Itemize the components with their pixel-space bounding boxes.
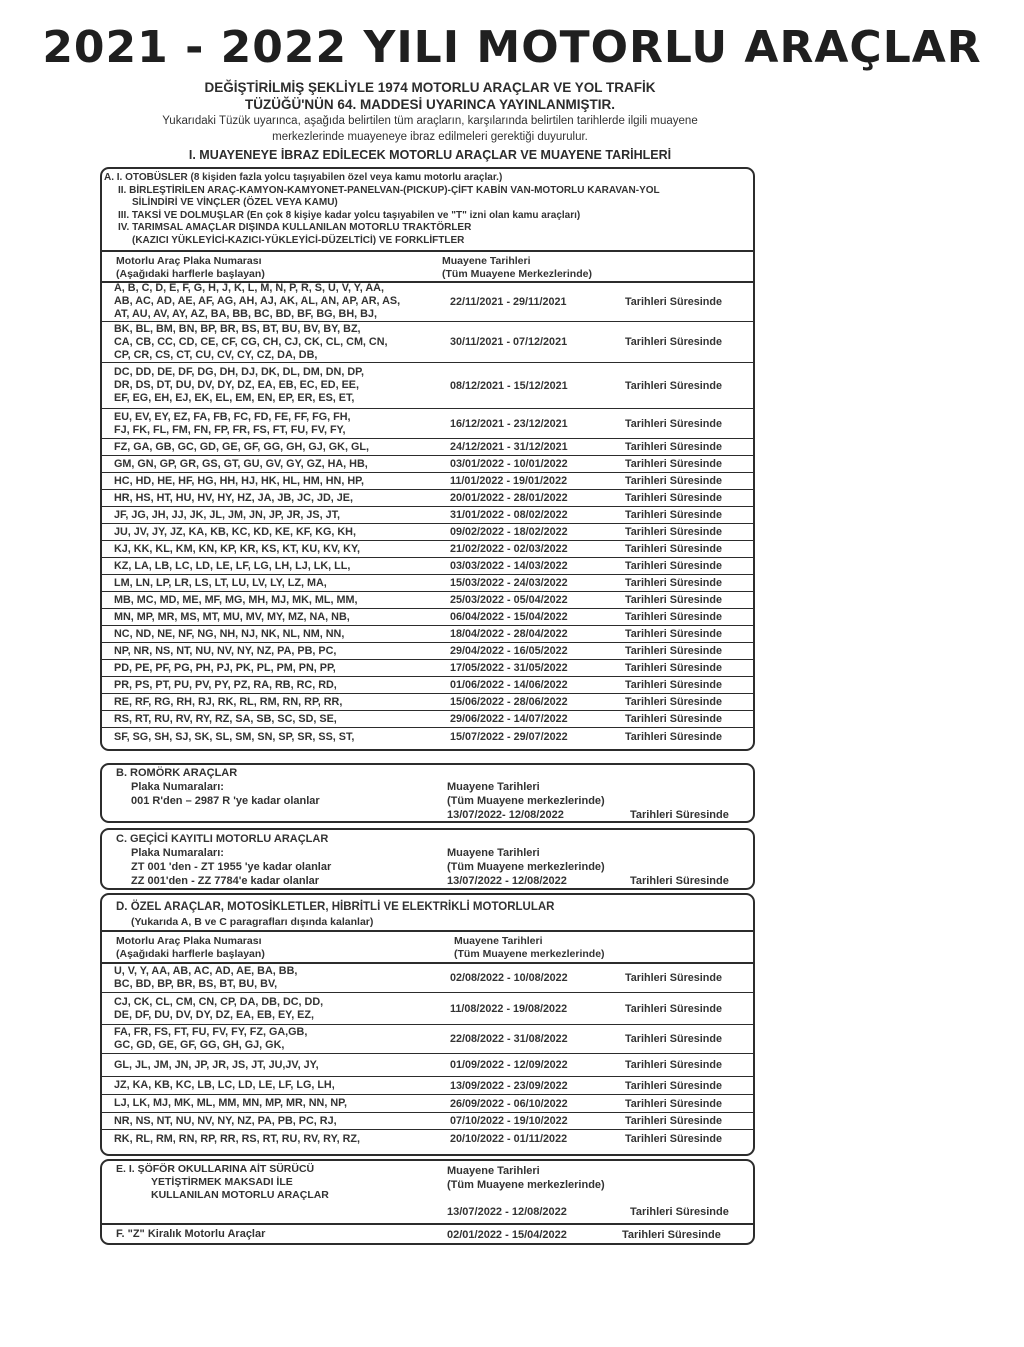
subtitle-line-2: TÜZÜĞÜ'NÜN 64. MADDESİ UYARINCA YAYINLANMIŞTIR.	[244, 97, 615, 112]
table-row	[100, 409, 755, 439]
section-a-col-plate-sub: (Aşağıdaki harflerle başlayan)	[116, 268, 265, 280]
row-plates: GL, JL, JM, JN, JP, JR, JS, JT, JU,JV, JY,	[114, 1058, 319, 1071]
row-dates: 22/11/2021 - 29/11/2021	[450, 295, 567, 308]
section-a-col-plate: Motorlu Araç Plaka Numarası	[116, 255, 262, 267]
row-dates: 31/01/2022 - 08/02/2022	[450, 509, 568, 521]
row-dates: 20/01/2022 - 28/01/2022	[450, 492, 568, 504]
table-row	[100, 524, 755, 541]
row-status: Tarihleri Süresinde	[625, 696, 723, 708]
table-row	[100, 1054, 755, 1077]
row-status: Tarihleri Süresinde	[625, 475, 723, 487]
row-plates: CJ, CK, CL, CM, CN, CP, DA, DB, DC, DD, DE, DF, DU, DV, DY, DZ, EA, EB, EY, EZ,	[114, 995, 324, 1021]
row-dates: 22/08/2022 - 31/08/2022	[450, 1033, 568, 1045]
table-row	[100, 993, 755, 1025]
row-plates: JF, JG, JH, JJ, JK, JL, JM, JN, JP, JR, JS, JT,	[114, 508, 341, 521]
row-status: Tarihleri Süresinde	[625, 1115, 723, 1127]
row-dates: 25/03/2022 - 05/04/2022	[450, 594, 568, 606]
row-status: Tarihleri Süresinde	[625, 543, 723, 555]
section-c-date-label-sub: (Tüm Muayene merkezlerinde)	[447, 861, 605, 873]
row-plates: GM, GN, GP, GR, GS, GT, GU, GV, GY, GZ, HA, HB,	[114, 457, 368, 470]
section-e-date-label-sub: (Tüm Muayene merkezlerinde)	[447, 1179, 605, 1191]
section-b-dates: 13/07/2022- 12/08/2022	[447, 809, 564, 821]
row-plates: PD, PE, PF, PG, PH, PJ, PK, PL, PM, PN, PP,	[114, 661, 336, 674]
row-plates: KJ, KK, KL, KM, KN, KP, KR, KS, KT, KU, KV, KY,	[114, 542, 360, 555]
section-d-col-plate-sub: (Aşağıdaki harflerle başlayan)	[116, 948, 265, 960]
section-e-dates: 13/07/2022 - 12/08/2022	[447, 1206, 567, 1218]
row-status: Tarihleri Süresinde	[625, 971, 723, 984]
row-dates: 18/04/2022 - 28/04/2022	[450, 628, 568, 640]
row-status: Tarihleri Süresinde	[625, 441, 723, 453]
row-dates: 08/12/2021 - 15/12/2021	[450, 379, 568, 392]
row-status: Tarihleri Süresinde	[625, 1033, 723, 1045]
row-dates: 26/09/2022 - 06/10/2022	[450, 1097, 568, 1110]
section-a-col-date-sub: (Tüm Muayene Merkezlerinde)	[442, 268, 592, 280]
section-c-plates-label: Plaka Numaraları:	[131, 847, 224, 859]
row-status: Tarihleri Süresinde	[625, 713, 723, 725]
row-plates: NR, NS, NT, NU, NV, NY, NZ, PA, PB, PC, RJ,	[114, 1114, 337, 1127]
row-dates: 03/03/2022 - 14/03/2022	[450, 560, 568, 572]
row-status: Tarihleri Süresinde	[625, 1133, 723, 1145]
section-e-divider	[100, 1223, 755, 1225]
row-status: Tarihleri Süresinde	[625, 295, 723, 308]
section-b-date-label-sub: (Tüm Muayene merkezlerinde)	[447, 795, 605, 807]
section-d-col-date-sub: (Tüm Muayene merkezlerinde)	[454, 948, 605, 960]
row-status: Tarihleri Süresinde	[625, 645, 723, 657]
section-c-dates: 13/07/2022 - 12/08/2022	[447, 875, 567, 887]
section-d-divider	[100, 930, 755, 932]
section-c-status: Tarihleri Süresinde	[630, 875, 729, 887]
section-a-line-3: SİLİNDİRİ VE VİNÇLER (ÖZEL VEYA KAMU)	[132, 197, 338, 208]
row-status: Tarihleri Süresinde	[625, 417, 723, 430]
row-status: Tarihleri Süresinde	[625, 458, 723, 470]
section-d-subtitle: (Yukarıda A, B ve C paragrafları dışında kalanlar)	[131, 916, 374, 928]
row-status: Tarihleri Süresinde	[625, 628, 723, 640]
section-e-line-1: E. I. ŞÖFÖR OKULLARINA AİT SÜRÜCÜ	[116, 1163, 315, 1175]
section-b-status: Tarihleri Süresinde	[630, 809, 729, 821]
row-status: Tarihleri Süresinde	[625, 1079, 723, 1092]
row-dates: 13/09/2022 - 23/09/2022	[450, 1079, 568, 1092]
table-row	[100, 541, 755, 558]
section-a-divider	[100, 250, 755, 252]
row-status: Tarihleri Süresinde	[625, 492, 723, 504]
section-b-plates-label: Plaka Numaraları:	[131, 781, 224, 793]
row-dates: 24/12/2021 - 31/12/2021	[450, 441, 568, 453]
section-b-date-label: Muayene Tarihleri	[447, 781, 540, 793]
row-status: Tarihleri Süresinde	[625, 662, 723, 674]
table-row	[100, 1025, 755, 1054]
row-dates: 09/02/2022 - 18/02/2022	[450, 526, 568, 538]
row-dates: 03/01/2022 - 10/01/2022	[450, 458, 568, 470]
row-dates: 15/06/2022 - 28/06/2022	[450, 696, 568, 708]
table-row	[100, 643, 755, 660]
table-row	[100, 575, 755, 592]
section-b-plates-range: 001 R'den – 2987 R 'ye kadar olanlar	[131, 795, 320, 807]
row-dates: 06/04/2022 - 15/04/2022	[450, 611, 568, 623]
section-d-col-date: Muayene Tarihleri	[454, 935, 543, 947]
section-e-line-3: KULLANILAN MOTORLU ARAÇLAR	[151, 1189, 329, 1201]
section-a-line-5: IV. TARIMSAL AMAÇLAR DIŞINDA KULLANILAN MOTORLU TRAKTÖRLER	[118, 222, 472, 233]
table-row	[100, 363, 755, 409]
section-a-table	[100, 282, 755, 746]
row-status: Tarihleri Süresinde	[625, 1002, 723, 1015]
row-dates: 29/04/2022 - 16/05/2022	[450, 645, 568, 657]
section-d-title: D. ÖZEL ARAÇLAR, MOTOSİKLETLER, HİBRİTLİ VE ELEKTRİKLİ MOTORLULAR	[116, 901, 555, 913]
table-row	[100, 456, 755, 473]
section-e-line-2: YETİŞTİRMEK MAKSADI İLE	[151, 1176, 293, 1188]
row-dates: 16/12/2021 - 23/12/2021	[450, 417, 568, 430]
table-row	[100, 490, 755, 507]
row-plates: U, V, Y, AA, AB, AC, AD, AE, BA, BB, BC, BD, BP, BR, BS, BT, BU, BV,	[114, 964, 298, 990]
row-status: Tarihleri Süresinde	[625, 679, 723, 691]
row-dates: 11/08/2022 - 19/08/2022	[450, 1002, 568, 1015]
row-plates: LM, LN, LP, LR, LS, LT, LU, LV, LY, LZ, MA,	[114, 576, 327, 589]
table-row	[100, 626, 755, 643]
row-dates: 01/09/2022 - 12/09/2022	[450, 1059, 568, 1071]
row-dates: 07/10/2022 - 19/10/2022	[450, 1115, 568, 1127]
row-status: Tarihleri Süresinde	[625, 594, 723, 606]
table-row	[100, 473, 755, 490]
table-row	[100, 507, 755, 524]
row-dates: 15/07/2022 - 29/07/2022	[450, 731, 568, 743]
row-plates: MN, MP, MR, MS, MT, MU, MV, MY, MZ, NA, NB,	[114, 610, 350, 623]
row-plates: MB, MC, MD, ME, MF, MG, MH, MJ, MK, ML, MM,	[114, 593, 358, 606]
row-status: Tarihleri Süresinde	[625, 731, 723, 743]
section-a-line-4: III. TAKSİ VE DOLMUŞLAR (En çok 8 kişiye kadar yolcu taşıyabilen ve "T" izni olan kamu araçları)	[118, 210, 581, 221]
row-plates: RS, RT, RU, RV, RY, RZ, SA, SB, SC, SD, SE,	[114, 712, 337, 725]
row-dates: 20/10/2022 - 01/11/2022	[450, 1133, 568, 1145]
section-f-dates: 02/01/2022 - 15/04/2022	[447, 1229, 567, 1241]
table-row	[100, 963, 755, 993]
row-dates: 02/08/2022 - 10/08/2022	[450, 971, 568, 984]
row-dates: 15/03/2022 - 24/03/2022	[450, 577, 568, 589]
row-plates: RE, RF, RG, RH, RJ, RK, RL, RM, RN, RP, RR,	[114, 695, 343, 708]
table-row	[100, 322, 755, 363]
section-a-line-2: II. BİRLEŞTİRİLEN ARAÇ-KAMYON-KAMYONET-PANELVAN-(PICKUP)-ÇİFT KABİN VAN-MOTORLU KARAVAN-YOL	[118, 185, 660, 196]
row-status: Tarihleri Süresinde	[625, 379, 723, 392]
table-row	[100, 660, 755, 677]
section-a-col-date: Muayene Tarihleri	[442, 255, 531, 267]
table-row	[100, 1095, 755, 1113]
section-c-title: C. GEÇİCİ KAYITLI MOTORLU ARAÇLAR	[116, 833, 329, 845]
row-plates: NC, ND, NE, NF, NG, NH, NJ, NK, NL, NM, NN,	[114, 627, 345, 640]
row-plates: JU, JV, JY, JZ, KA, KB, KC, KD, KE, KF, KG, KH,	[114, 525, 356, 538]
row-dates: 17/05/2022 - 31/05/2022	[450, 662, 568, 674]
section-heading: I. MUAYENEYE İBRAZ EDİLECEK MOTORLU ARAÇLAR VE MUAYENE TARİHLERİ	[188, 148, 672, 162]
table-row	[100, 1077, 755, 1095]
section-c-range-1: ZT 001 'den - ZT 1955 'ye kadar olanlar	[131, 861, 332, 873]
row-dates: 29/06/2022 - 14/07/2022	[450, 713, 568, 725]
row-plates: DC, DD, DE, DF, DG, DH, DJ, DK, DL, DM, DN, DP, DR, DS, DT, DU, DV, DY, DZ, EA, EB, EC, ED, EE, EF, EG, EH, EJ, EK, EL, EM, EN, EP, ER, ES, ET,	[114, 366, 364, 404]
table-row	[100, 711, 755, 728]
row-dates: 11/01/2022 - 19/01/2022	[450, 475, 568, 487]
row-status: Tarihleri Süresinde	[625, 1059, 723, 1071]
row-status: Tarihleri Süresinde	[625, 336, 723, 348]
row-plates: HR, HS, HT, HU, HV, HY, HZ, JA, JB, JC, JD, JE,	[114, 491, 353, 504]
section-b-title: B. ROMÖRK ARAÇLAR	[116, 767, 238, 779]
row-plates: JZ, KA, KB, KC, LB, LC, LD, LE, LF, LG, LH,	[114, 1079, 335, 1091]
page-title: 2021 - 2022 YILI MOTORLU ARAÇLAR	[42, 22, 982, 73]
section-e-status: Tarihleri Süresinde	[630, 1206, 729, 1218]
row-dates: 30/11/2021 - 07/12/2021	[450, 336, 568, 348]
section-f-label: F. "Z" Kiralık Motorlu Araçlar	[116, 1228, 266, 1240]
row-plates: FA, FR, FS, FT, FU, FV, FY, FZ, GA,GB, GC, GD, GE, GF, GG, GH, GJ, GK,	[114, 1026, 308, 1051]
row-plates: HC, HD, HE, HF, HG, HH, HJ, HK, HL, HM, HN, HP,	[114, 474, 364, 487]
table-row	[100, 1130, 755, 1148]
row-status: Tarihleri Süresinde	[625, 560, 723, 572]
table-row	[100, 609, 755, 626]
section-c-date-label: Muayene Tarihleri	[447, 847, 540, 859]
table-row	[100, 694, 755, 711]
row-dates: 01/06/2022 - 14/06/2022	[450, 679, 568, 691]
row-status: Tarihleri Süresinde	[625, 509, 723, 521]
row-plates: LJ, LK, MJ, MK, ML, MM, MN, MP, MR, NN, NP,	[114, 1097, 347, 1109]
intro-line-2: merkezlerinde muayeneye ibraz edilmeleri gerektiği duyurulur.	[272, 131, 588, 143]
row-plates: A, B, C, D, E, F, G, H, J, K, L, M, N, P, R, S, U, V, Y, AA, AB, AC, AD, AE, AF, AG, AH, AJ, AK, AL, AN, AP, AR, AS, AT, AU, AV, AY, AZ, BA, BB, BC, BD, BF, BG, BH, BJ,	[114, 282, 401, 320]
row-plates: EU, EV, EY, EZ, FA, FB, FC, FD, FE, FF, FG, FH, FJ, FK, FL, FM, FN, FP, FR, FS, FT, FU, FV, FY,	[114, 410, 351, 436]
row-status: Tarihleri Süresinde	[625, 526, 723, 538]
table-row	[100, 439, 755, 456]
table-row	[100, 1113, 755, 1130]
table-row	[100, 592, 755, 609]
row-plates: KZ, LA, LB, LC, LD, LE, LF, LG, LH, LJ, LK, LL,	[114, 559, 351, 572]
section-f-status: Tarihleri Süresinde	[622, 1229, 721, 1241]
row-status: Tarihleri Süresinde	[625, 611, 723, 623]
section-a-line-1: A. I. OTOBÜSLER (8 kişiden fazla yolcu taşıyabilen özel veya kamu motorlu araçlar.)	[104, 172, 503, 183]
section-a-line-6: (KAZICI YÜKLEYİCİ-KAZICI-YÜKLEYİCİ-DÜZELTİCİ) VE FORKLİFTLER	[132, 235, 465, 246]
row-plates: RK, RL, RM, RN, RP, RR, RS, RT, RU, RV, RY, RZ,	[114, 1132, 360, 1145]
subtitle-line-1: DEĞİŞTİRİLMİŞ ŞEKLİYLE 1974 MOTORLU ARAÇLAR VE YOL TRAFİK	[204, 80, 656, 95]
row-plates: BK, BL, BM, BN, BP, BR, BS, BT, BU, BV, BY, BZ, CA, CB, CC, CD, CE, CF, CG, CH, CJ, CK, CL, CM, CN, CP, CR, CS, CT, CU, CV, CY, CZ, DA, DB,	[114, 322, 388, 361]
section-c-range-2: ZZ 001'den - ZZ 7784'e kadar olanlar	[131, 875, 320, 887]
section-e-date-label: Muayene Tarihleri	[447, 1165, 540, 1177]
table-row	[100, 558, 755, 575]
row-dates: 21/02/2022 - 02/03/2022	[450, 543, 568, 555]
row-plates: PR, PS, PT, PU, PV, PY, PZ, RA, RB, RC, RD,	[114, 678, 337, 691]
row-status: Tarihleri Süresinde	[625, 577, 723, 589]
table-row	[100, 677, 755, 694]
intro-line-1: Yukarıdaki Tüzük uyarınca, aşağıda belirtilen tüm araçların, karşılarında belirtilen tarihlerde ilgili muayene	[162, 115, 698, 127]
row-plates: FZ, GA, GB, GC, GD, GE, GF, GG, GH, GJ, GK, GL,	[114, 440, 369, 453]
section-d-col-plate: Motorlu Araç Plaka Numarası	[116, 935, 262, 947]
table-row	[100, 282, 755, 322]
row-plates: SF, SG, SH, SJ, SK, SL, SM, SN, SP, SR, SS, ST,	[114, 730, 355, 743]
table-row	[100, 728, 755, 746]
row-plates: NP, NR, NS, NT, NU, NV, NY, NZ, PA, PB, PC,	[114, 644, 337, 657]
section-d-table	[100, 963, 755, 1148]
row-status: Tarihleri Süresinde	[625, 1097, 723, 1110]
